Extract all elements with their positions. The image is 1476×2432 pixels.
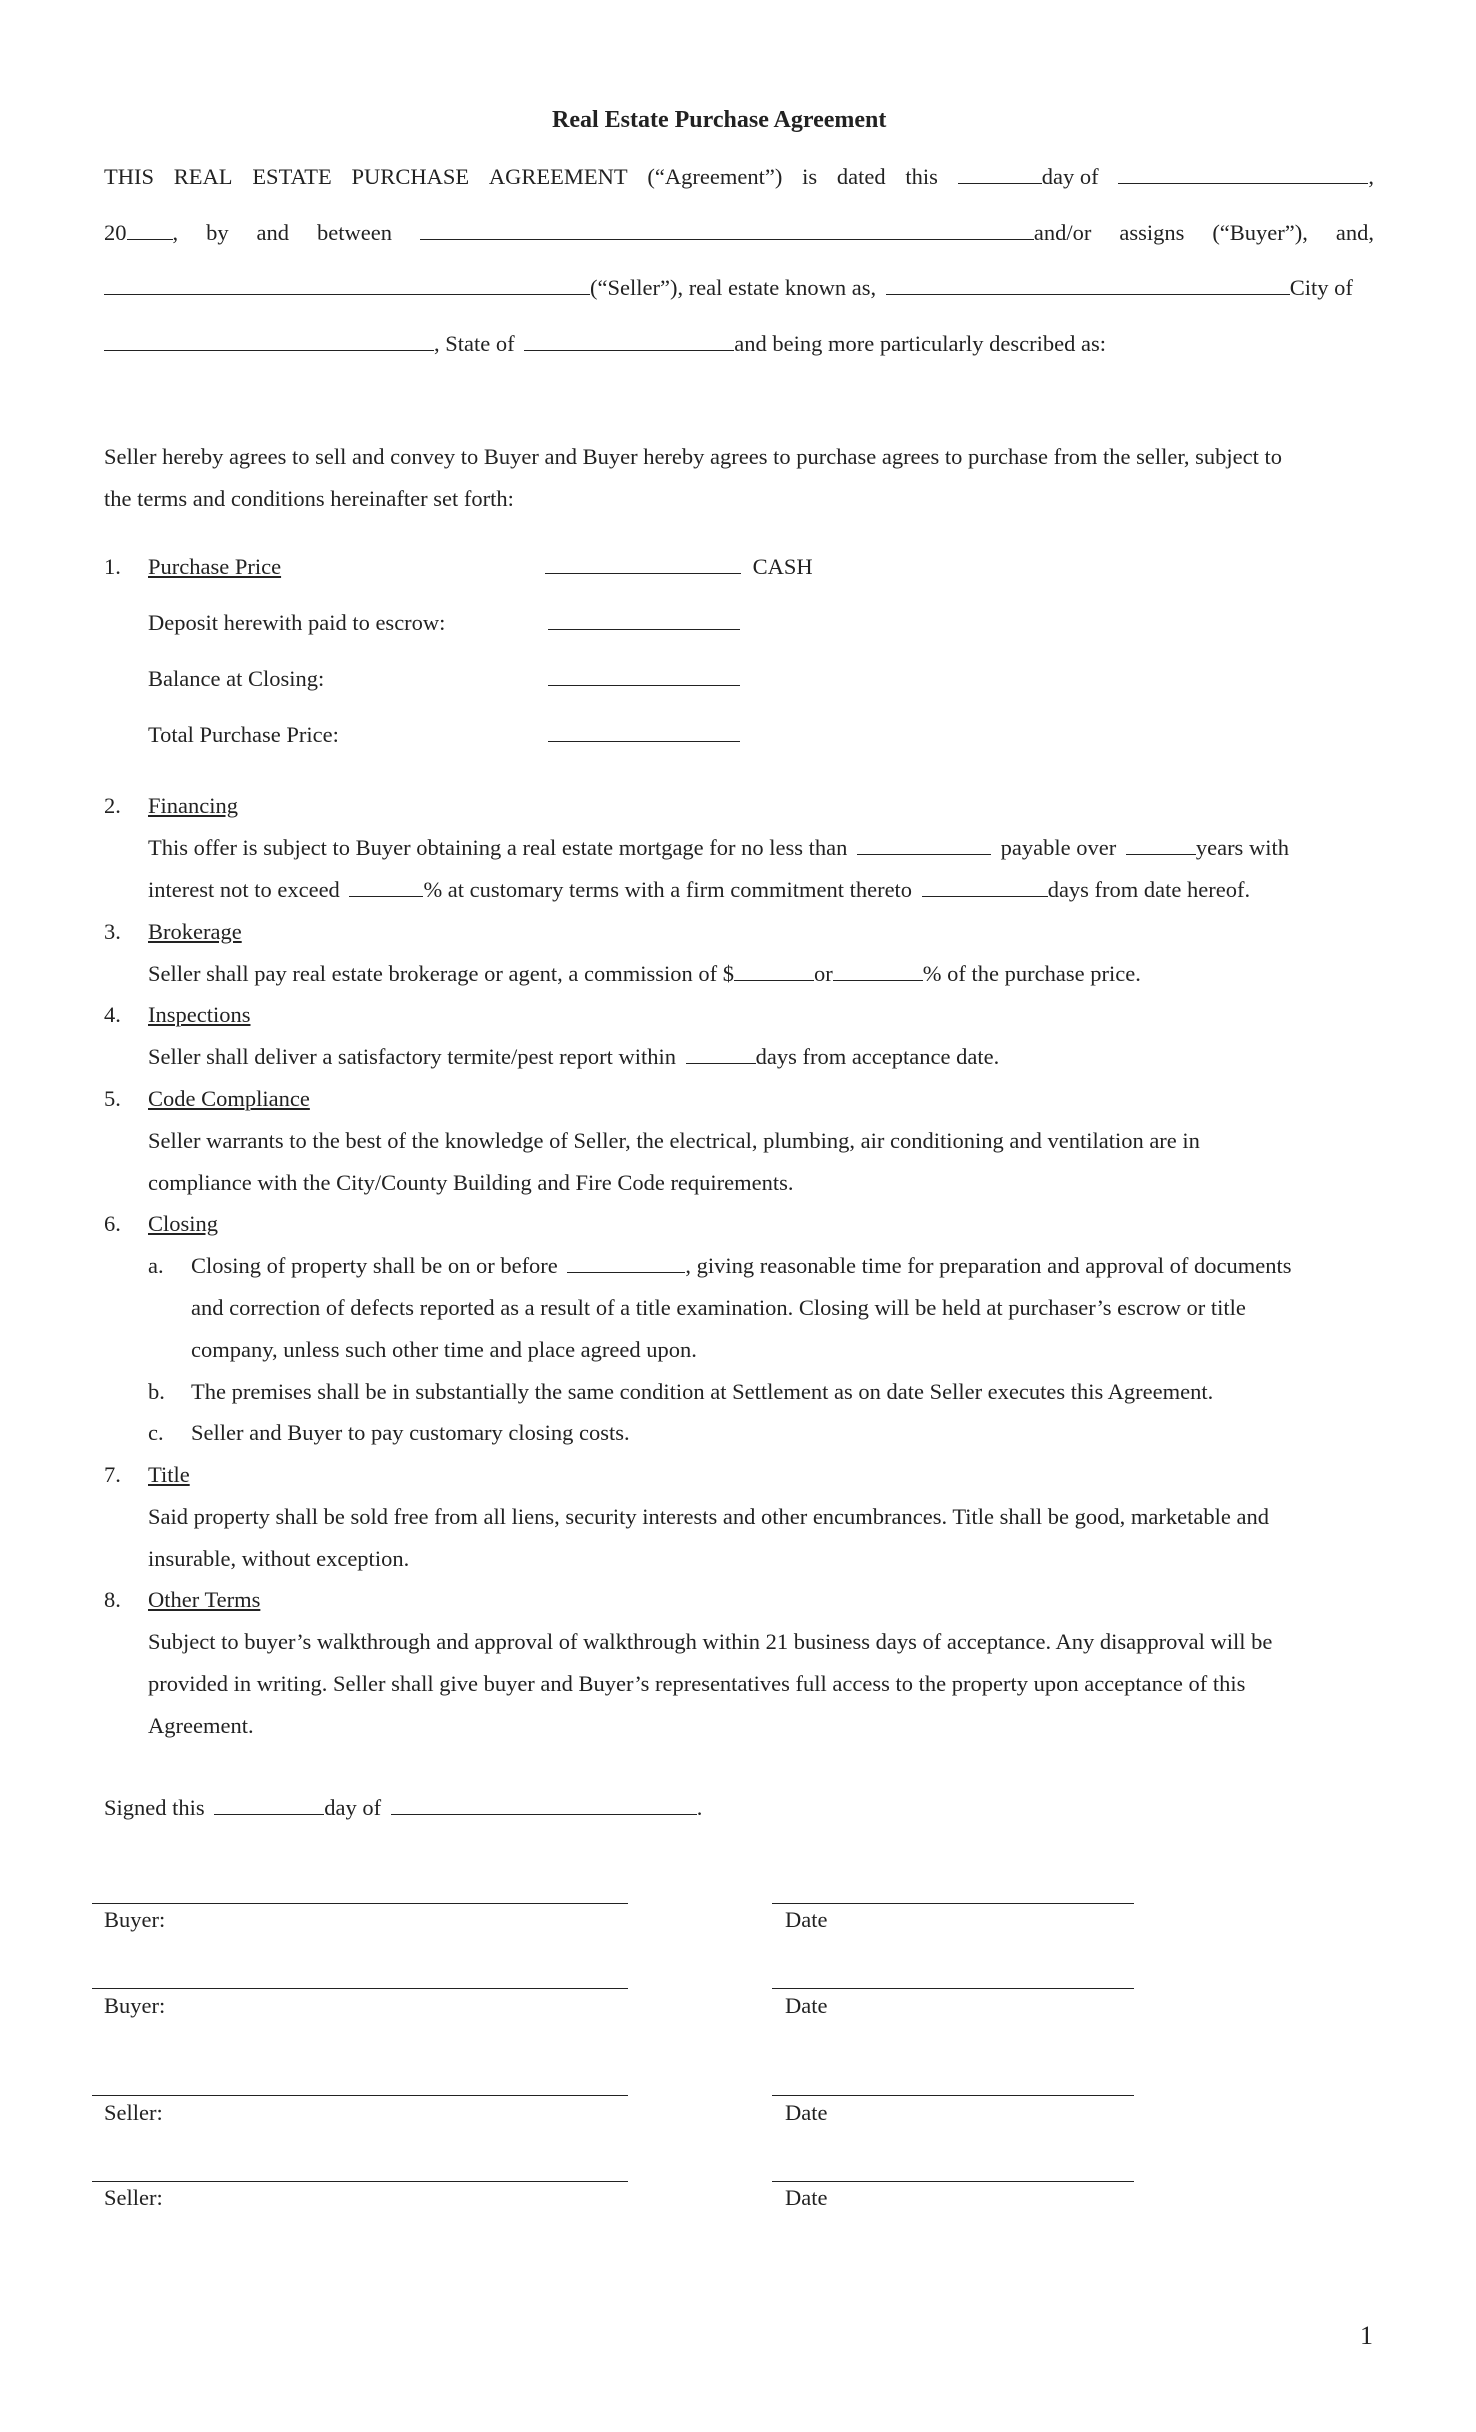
- agreement-line-2: the terms and conditions hereinafter set forth:: [104, 486, 514, 511]
- intro-word: is: [802, 164, 818, 189]
- section-1-number: 1.: [104, 554, 121, 579]
- intro-line-2: [104, 219, 1374, 246]
- date-line-buyer-1[interactable]: [772, 1903, 1134, 1904]
- closing-text: Closing of property shall be on or before: [191, 1253, 558, 1278]
- mortgage-amount-blank[interactable]: [857, 836, 991, 855]
- intro-word: ESTATE: [252, 164, 332, 189]
- intro-word: dated: [836, 164, 886, 189]
- section-4-heading: Inspections: [148, 1002, 251, 1027]
- section-1-heading: Purchase Price: [148, 554, 282, 579]
- brokerage-text: Seller shall pay real estate brokerage or agent, a commission of $: [148, 961, 735, 986]
- deposit-row: [548, 609, 740, 636]
- signed-month-blank[interactable]: [391, 1796, 697, 1815]
- inspections-line: [148, 1043, 999, 1070]
- section-7-number: 7.: [104, 1462, 121, 1487]
- title-line-2: insurable, without exception.: [148, 1546, 410, 1571]
- other-terms-line-2: provided in writing. Seller shall give buyer and Buyer’s representatives full access to the property upon acceptance of this: [148, 1671, 1246, 1696]
- signature-label: Buyer:: [104, 1907, 166, 1932]
- intro-word: and: [256, 220, 290, 245]
- signed-text: day of: [324, 1795, 382, 1820]
- intro-word: REAL: [173, 164, 233, 189]
- interest-rate-blank[interactable]: [349, 878, 423, 897]
- financing-text: This offer is subject to Buyer obtaining a real estate mortgage for no less than: [148, 835, 848, 860]
- section-3-heading: Brokerage: [148, 919, 242, 944]
- deposit-blank[interactable]: [548, 611, 740, 630]
- section-6-heading: Closing: [148, 1211, 219, 1236]
- closing-b-text: The premises shall be in substantially the same condition at Settlement as on date Seller executes this Agreement.: [191, 1379, 1214, 1404]
- section-5-number: 5.: [104, 1086, 121, 1111]
- financing-text: years with: [1195, 835, 1289, 860]
- financing-text: interest not to exceed: [148, 877, 340, 902]
- brokerage-text: % of the purchase price.: [922, 961, 1141, 986]
- property-address-blank[interactable]: [886, 276, 1290, 295]
- section-8-number: 8.: [104, 1587, 121, 1612]
- date-label: Date: [785, 1907, 828, 1932]
- commission-amount-blank[interactable]: [734, 962, 814, 981]
- signature-line-seller-1[interactable]: [92, 2095, 628, 2096]
- brokerage-text: or: [814, 961, 833, 986]
- closing-date-blank[interactable]: [567, 1254, 685, 1273]
- cash-label: CASH: [752, 554, 813, 579]
- intro-comma: ,: [172, 220, 179, 245]
- buyer-name-blank[interactable]: [420, 221, 1034, 240]
- agreement-line-1: Seller hereby agrees to sell and convey to Buyer and Buyer hereby agrees to purchase agrees to purchase from the seller, subject to: [104, 444, 1283, 469]
- brokerage-line: [148, 960, 1141, 987]
- closing-c-marker: c.: [148, 1420, 164, 1445]
- commission-percent-blank[interactable]: [833, 962, 923, 981]
- signature-label: Seller:: [104, 2100, 163, 2125]
- closing-c-text: Seller and Buyer to pay customary closing costs.: [191, 1420, 630, 1445]
- section-2-number: 2.: [104, 793, 121, 818]
- commitment-days-blank[interactable]: [922, 878, 1048, 897]
- seller-name-blank-1[interactable]: [104, 276, 284, 295]
- intro-day-of: day of: [1041, 164, 1099, 189]
- section-8-heading: Other Terms: [148, 1587, 261, 1612]
- intro-line-1: [104, 163, 1374, 190]
- closing-a-line-1: [191, 1252, 1291, 1279]
- signature-line-buyer-2[interactable]: [92, 1988, 628, 1989]
- intro-andor: and/or: [1033, 220, 1092, 245]
- termite-days-blank[interactable]: [686, 1045, 756, 1064]
- section-6-number: 6.: [104, 1211, 121, 1236]
- intro-word: (“Agreement”): [647, 164, 783, 189]
- term-years-blank[interactable]: [1126, 836, 1196, 855]
- closing-a-line-2: and correction of defects reported as a result of a title examination. Closing will be held at purchaser’s escrow or title: [191, 1295, 1246, 1320]
- date-line-seller-1[interactable]: [772, 2095, 1134, 2096]
- date-label: Date: [785, 2100, 828, 2125]
- signature-line-buyer-1[interactable]: [92, 1903, 628, 1904]
- intro-word: (“Buyer”),: [1212, 220, 1308, 245]
- closing-text: , giving reasonable time for preparation and approval of documents: [685, 1253, 1292, 1278]
- state-blank[interactable]: [524, 332, 734, 351]
- intro-state-label: , State of: [434, 331, 515, 356]
- inspections-text: Seller shall deliver a satisfactory termite/pest report within: [148, 1044, 676, 1069]
- signed-text: .: [696, 1795, 703, 1820]
- document-title: Real Estate Purchase Agreement: [552, 107, 887, 133]
- financing-text: % at customary terms with a firm commitment thereto: [423, 877, 913, 902]
- code-compliance-line-1: Seller warrants to the best of the knowledge of Seller, the electrical, plumbing, air conditioning and ventilation are in: [148, 1128, 1200, 1153]
- intro-word: THIS: [104, 164, 154, 189]
- signed-text: Signed this: [104, 1795, 205, 1820]
- title-line-1: Said property shall be sold free from all liens, security interests and other encumbrances. Title shall be good, marketable and: [148, 1504, 1269, 1529]
- intro-word: between: [316, 220, 392, 245]
- financing-text: payable over: [1000, 835, 1117, 860]
- intro-seller-label: (“Seller”), real estate known as,: [590, 275, 877, 300]
- date-label: Date: [785, 2185, 828, 2210]
- month-blank[interactable]: [1118, 165, 1368, 184]
- intro-desc: and being more particularly described as:: [734, 331, 1106, 356]
- day-blank[interactable]: [958, 165, 1042, 184]
- date-line-buyer-2[interactable]: [772, 1988, 1134, 1989]
- purchase-price-blank[interactable]: [545, 555, 741, 574]
- intro-comma: ,: [1368, 164, 1374, 189]
- signature-label: Seller:: [104, 2185, 163, 2210]
- section-7-heading: Title: [148, 1462, 190, 1487]
- signed-line: [104, 1794, 702, 1821]
- balance-blank[interactable]: [548, 667, 740, 686]
- intro-city-label: City of: [1289, 275, 1353, 300]
- date-line-seller-2[interactable]: [772, 2181, 1134, 2182]
- section-2-heading: Financing: [148, 793, 238, 818]
- total-label: Total Purchase Price:: [148, 722, 339, 747]
- city-blank[interactable]: [104, 332, 434, 351]
- intro-word: by: [206, 220, 229, 245]
- inspections-text: days from acceptance date.: [755, 1044, 1000, 1069]
- closing-a-line-3: company, unless such other time and place agreed upon.: [191, 1337, 697, 1362]
- intro-word: and,: [1335, 220, 1374, 245]
- financing-line-2: [148, 876, 1250, 903]
- financing-text: days from date hereof.: [1047, 877, 1251, 902]
- intro-line-4: [104, 330, 1106, 357]
- deposit-label: Deposit herewith paid to escrow:: [148, 610, 446, 635]
- intro-word: PURCHASE: [351, 164, 470, 189]
- balance-row: [548, 665, 740, 692]
- section-5-heading: Code Compliance: [148, 1086, 310, 1111]
- balance-label: Balance at Closing:: [148, 666, 325, 691]
- date-label: Date: [785, 1993, 828, 2018]
- closing-b-marker: b.: [148, 1379, 165, 1404]
- other-terms-line-3: Agreement.: [148, 1713, 254, 1738]
- seller-name-blank-2[interactable]: [284, 276, 590, 295]
- closing-a-marker: a.: [148, 1253, 164, 1278]
- intro-word: assigns: [1119, 220, 1185, 245]
- total-blank[interactable]: [548, 723, 740, 742]
- total-row: [548, 721, 740, 748]
- section-3-number: 3.: [104, 919, 121, 944]
- signed-day-blank[interactable]: [214, 1796, 324, 1815]
- intro-word: AGREEMENT: [488, 164, 628, 189]
- intro-line-3: [104, 274, 1353, 301]
- signature-line-seller-2[interactable]: [92, 2181, 628, 2182]
- section-4-number: 4.: [104, 1002, 121, 1027]
- financing-line-1: [148, 834, 1289, 861]
- year-prefix: 20: [104, 220, 127, 245]
- page-number: 1: [1360, 2321, 1373, 2350]
- purchase-price-row: [545, 553, 813, 580]
- other-terms-line-1: Subject to buyer’s walkthrough and approval of walkthrough within 21 business days of acceptance. Any disapproval will be: [148, 1629, 1273, 1654]
- code-compliance-line-2: compliance with the City/County Building and Fire Code requirements.: [148, 1170, 794, 1195]
- year-blank[interactable]: [127, 221, 173, 240]
- signature-label: Buyer:: [104, 1993, 166, 2018]
- intro-word: this: [905, 164, 938, 189]
